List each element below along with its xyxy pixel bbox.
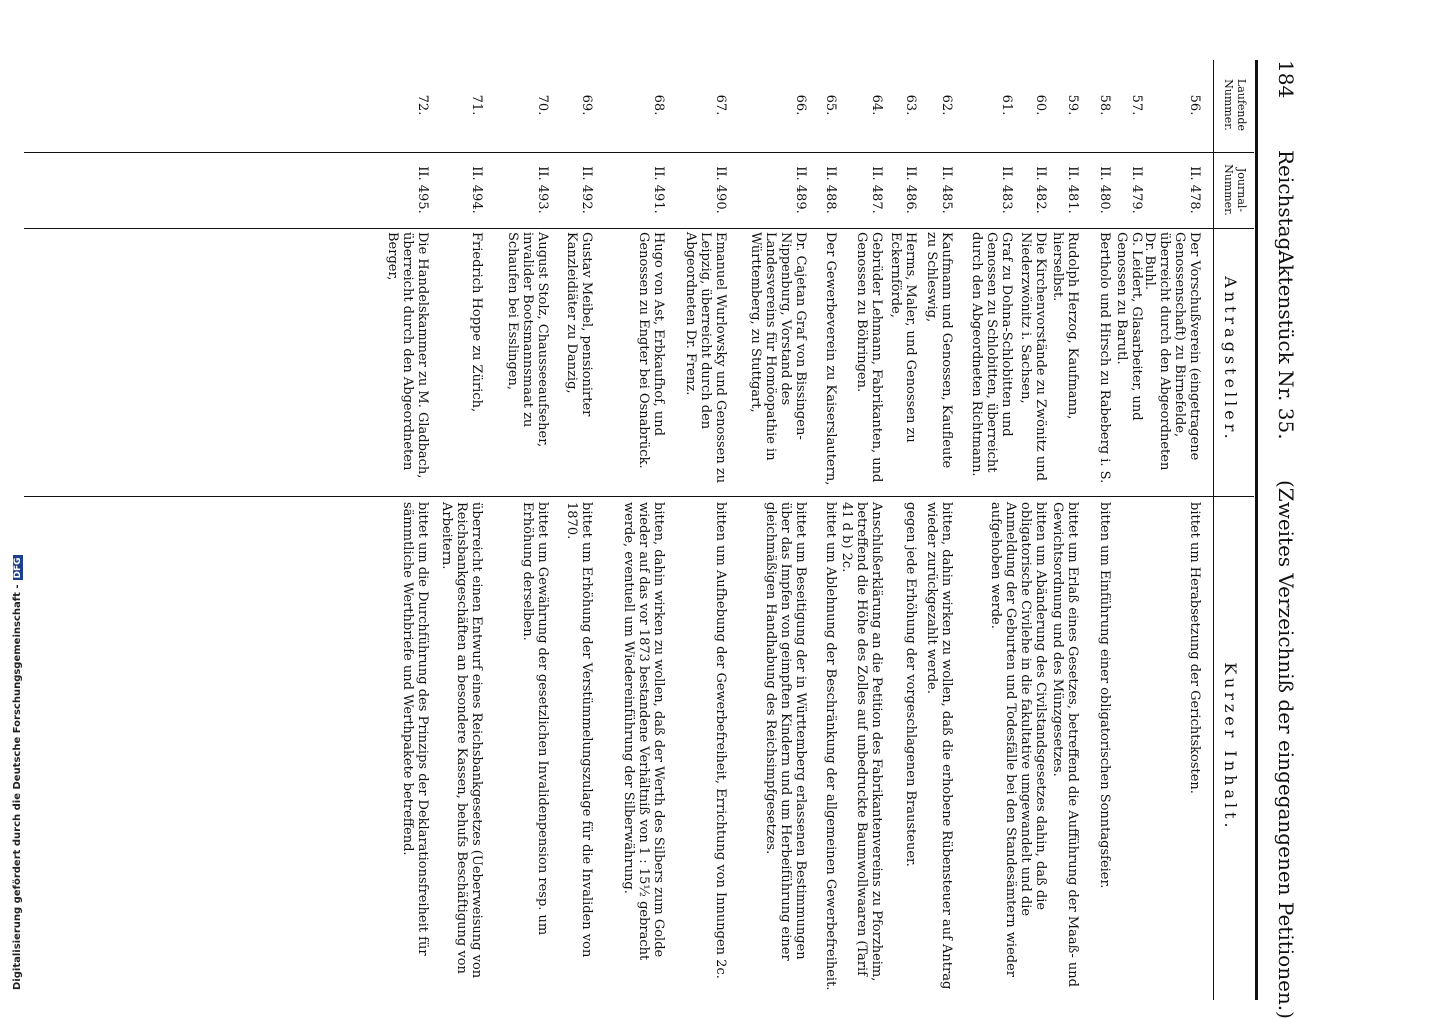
row-number: 67. (713, 94, 728, 116)
summary: gegen jede Erhöhung der vorgeschlagenen Brausteuer. (903, 502, 918, 867)
column-head-journal: Journal-Nummer. (1222, 164, 1248, 216)
row-number: 66. (793, 94, 808, 116)
row-number: 60. (1033, 94, 1048, 116)
journal-number: II. 486. (903, 166, 918, 214)
journal-number: II. 479. (1129, 166, 1144, 214)
applicant: Der Vorschußverein (eingetragene Genossenschaft) zu Birnefelde, überreicht durch den Abgeordneten Dr. Buhl. (1142, 232, 1202, 471)
summary: bittet um Erhöhung der Verstümmelungszulage für die Invaliden von 1870. (564, 502, 594, 958)
journal-number: II. 487. (869, 166, 884, 214)
journal-number: II. 493. (535, 166, 550, 214)
row-number: 65. (823, 94, 838, 116)
applicant: Rudolph Herzog, Kaufmann, hierselbst. (1050, 232, 1080, 420)
applicant: Gustav Meibel, pensionirter Kanzleidiäter zu Danzig, (564, 232, 594, 417)
journal-number: II. 491. (651, 166, 666, 214)
summary: bittet um Herabsetzung der Gerichtskosten. (1187, 502, 1202, 794)
row-number: 71. (469, 94, 484, 116)
applicant: Herms, Maler, und Genossen zu Eckernförde, (888, 232, 918, 443)
row-number: 56. (1187, 94, 1202, 116)
page-subtitle: (Zweites Verzeichniß der eingegangenen Petitionen.) (1274, 480, 1298, 1019)
summary: bitten, dahin wirken zu wollen, daß die erhobene Rübensteuer auf Antrag wieder zurückgezahlt werde. (924, 502, 954, 990)
row-number: 62. (939, 94, 954, 116)
page-header (1262, 60, 1310, 1019)
header-label: Reichstag. (1274, 150, 1298, 257)
applicant: August Stolz, Chausseeaufseher, invalider Bootsmannsmaat zu Schaufen bei Esslingen, (505, 232, 550, 448)
watermark-label: Digitalisierung gefördert durch die Deutsche Forschungsgemeinschaft - (12, 584, 23, 990)
summary: bittet um Erlaß eines Gesetzes, betreffend die Aufführung der Maaß- und Gewichtsordnung und des Münzgesetzes. (1050, 502, 1080, 987)
journal-number: II. 492. (579, 166, 594, 214)
applicant: Friedrich Hoppe zu Zürich, (469, 232, 484, 413)
column-divider (24, 228, 1254, 229)
journal-number: II. 482. (1033, 166, 1048, 214)
journal-number: II. 478. (1187, 166, 1202, 214)
summary: bittet um Gewährung der gesetzlichen Invalidenpension resp. um Erhöhung derselben. (520, 502, 550, 936)
header-rule (1255, 60, 1258, 1000)
journal-number: II. 480. (1097, 166, 1112, 214)
journal-number: II. 485. (939, 166, 954, 214)
applicant: Graf zu Dohna-Schlobitten und Genossen zu Schlobitten, überreicht durch den Abgeordneten Richtmann. (969, 232, 1014, 477)
column-head-antragsteller: Antragsteller. (1221, 276, 1240, 443)
column-divider (24, 496, 1254, 497)
row-number: 57. (1129, 94, 1144, 116)
applicant: Hugo von Ast, Erbkaufhof, und Genossen zu Engter bei Osnabrück. (636, 232, 666, 469)
journal-number: II. 481. (1065, 166, 1080, 214)
row-number: 61. (999, 94, 1014, 116)
row-number: 72. (415, 94, 430, 116)
journal-number: II. 494. (469, 166, 484, 214)
summary: bitten um Einführung einer obligatorischen Sonntagsfeier. (1097, 502, 1112, 889)
journal-number: II. 489. (793, 166, 808, 214)
journal-number: II. 490. (713, 166, 728, 214)
applicant: G. Leidert, Glasarbeiter, und Genossen zu Barutl. (1114, 232, 1144, 421)
summary: überreicht einen Entwurf eines Reichsbankgesetzes (Ueberweisung von Reichsbankgeschäften an besondere Kassen, behufs Beschäftigung von Arbeitern. (439, 502, 484, 979)
journal-number: II. 488. (823, 166, 838, 214)
column-head-inhalt: Kurzer Inhalt. (1221, 662, 1240, 832)
dfg-logo: DFG (13, 557, 23, 579)
summary: bitten um Abänderung des Civilstandsgesetzes dahin, daß die obligatorische Civilehe in die fakultative umgewandelt und die Anmeldung der Geburten und Todesfälle bei den Standesämtern wieder aufgehoben werde. (988, 502, 1048, 977)
applicant: Dr. Cajetan Graf von Bissingen-Nippenburg, Vorstand des Landesvereins für Homöopathie in Württemberg, zu Stuttgart, (748, 232, 808, 461)
summary: bittet um die Durchführung des Prinzips der Deklarationsfreiheit für sämmtliche Werthbriefe und Werthpakete betreffend. (400, 502, 430, 956)
document-page (20, 60, 1310, 1019)
summary: bitten, dahin wirken zu wollen, daß der Werth des Silbers zum Golde wieder auf das vor 1873 bestandene Verhältniß von 1 : 15½ gebracht werde, eventuell um Wiedereinführung der Silberwährung. (621, 502, 666, 961)
applicant: Die Handelskammer zu M. Gladbach, überreicht durch den Abgeordneten Berger, (385, 232, 430, 479)
row-number: 68. (651, 94, 666, 116)
row-number: 63. (903, 94, 918, 116)
journal-number: II. 495. (415, 166, 430, 214)
applicant: Die Kirchenvorstände zu Zwönitz und Niederzwönitz i. Sachsen, (1018, 232, 1048, 481)
applicant: Kaufmann und Genossen, Kaufleute zu Schleswig, (924, 232, 954, 469)
applicant: Emanuel Wurlowsky und Genossen zu Leipzig, überreicht durch den Abgeordneten Dr. Frenz. (683, 232, 728, 484)
applicant: Gebrüder Lehmann, Fabrikanten, und Genossen zu Böhringen. (854, 232, 884, 483)
summary: bittet um Beseitigung der in Württemberg erlassenen Bestimmungen über das Impfen von geimpften Kindern und um Herbeiführung einer gleichmäßigen Handhabung des Reichsimpfgesetzes. (763, 502, 808, 961)
row-number: 58. (1097, 94, 1112, 116)
journal-number: II. 483. (999, 166, 1014, 214)
row-number: 70. (535, 94, 550, 116)
applicant: Der Gewerbeverein zu Kaiserslautern, (823, 232, 838, 486)
page-number: 184 (1274, 60, 1298, 99)
summary: bittet um Ablehnung der Beschränkung der allgemeinen Gewerbefreiheit. (823, 502, 838, 991)
row-number: 69. (579, 94, 594, 116)
summary: bitten um Aufhebung der Gewerbefreiheit, Errichtung von Innungen 2c. (713, 502, 728, 979)
row-number: 64. (869, 94, 884, 116)
page-title: Aktenstück Nr. 35. (1274, 250, 1298, 440)
summary: Anschlußerklärung an die Petition des Fabrikantenvereins zu Pforzheim, betreffend die Höhe des Zolles auf unbedruckte Baumwollwaaren (Tarif 41 d b) 2c. (839, 502, 884, 982)
column-head-rule (1213, 60, 1214, 1000)
applicant: Bertholo und Hirsch zu Rabeberg i. S. (1097, 232, 1112, 484)
column-head-nummer: Laufende Nummer. (1222, 78, 1248, 132)
column-divider (24, 152, 1254, 153)
row-number: 59. (1065, 94, 1080, 116)
